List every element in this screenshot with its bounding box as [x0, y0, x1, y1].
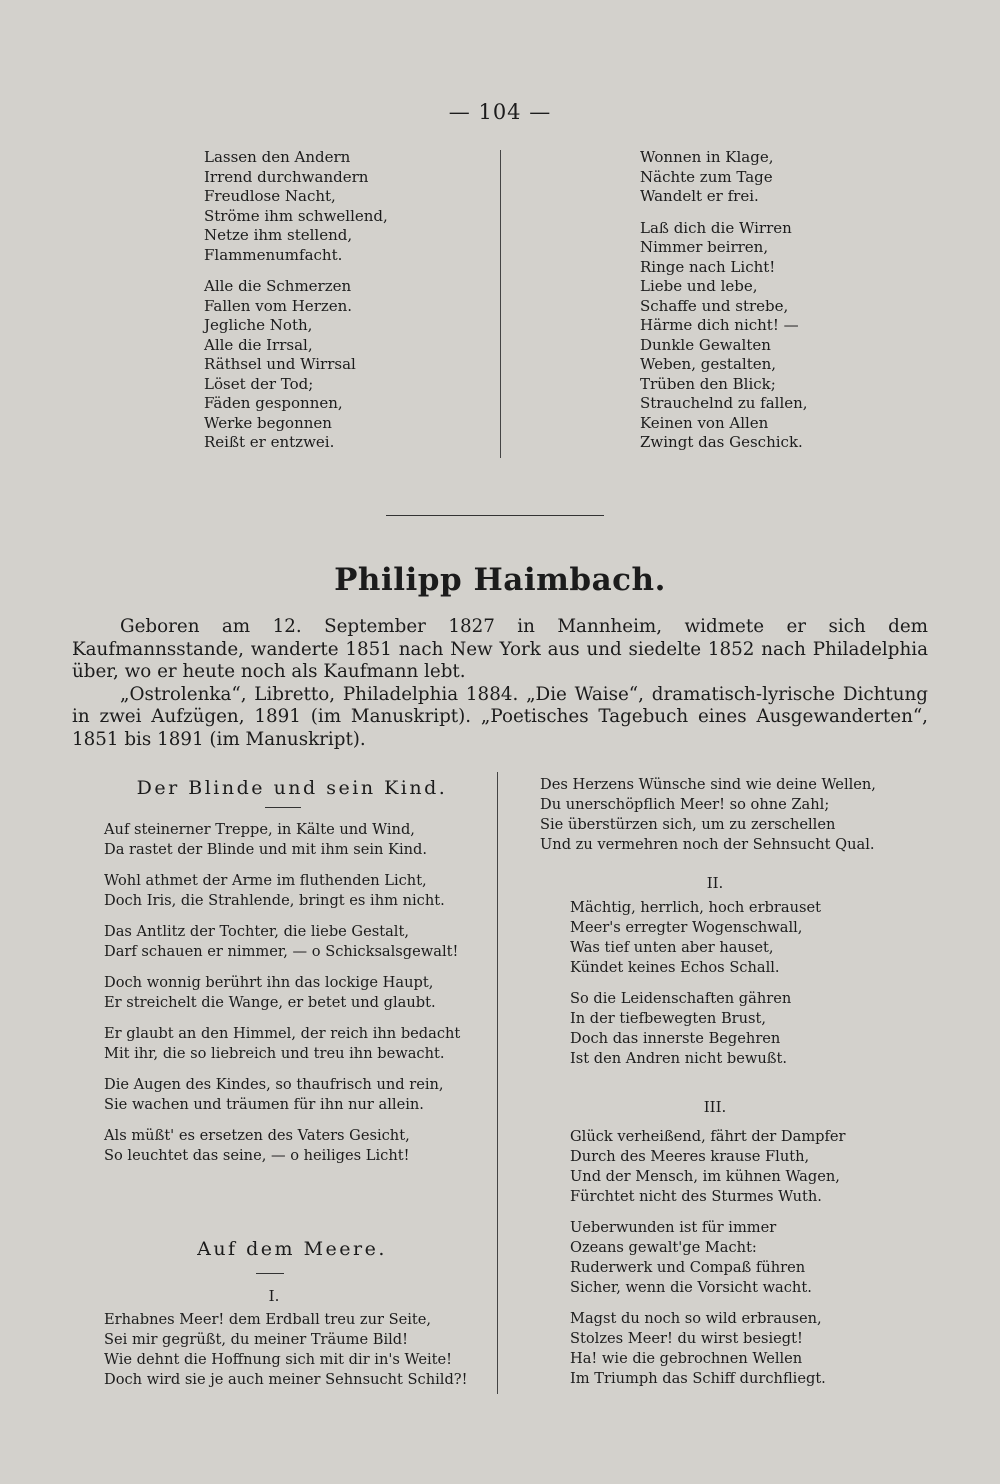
verse-line: Ueberwunden ist für immer	[570, 1219, 777, 1236]
verse-line: Ströme ihm schwellend,	[204, 206, 388, 225]
verse-line: Im Triumph das Schiff durchfliegt.	[570, 1370, 826, 1387]
verse-line: Des Herzens Wünsche sind wie deine Wellen,	[540, 776, 876, 793]
verse-line: Stolzes Meer! du wirst besiegt!	[570, 1330, 803, 1347]
poem-title-sea: Auf dem Meere.	[197, 1238, 387, 1260]
poem-sea-part3	[570, 1127, 846, 1400]
verse-line: Alle die Schmerzen	[204, 277, 352, 295]
stanza	[204, 277, 388, 453]
stanza	[104, 1024, 460, 1064]
stanza	[640, 148, 808, 207]
top-right-column	[640, 148, 808, 465]
poem-sea-part1-left	[104, 1310, 467, 1401]
column-divider-bottom	[497, 772, 498, 1394]
verse-line: Wandelt er frei.	[640, 187, 759, 205]
stanza	[570, 1218, 846, 1298]
verse-line: Wohl athmet der Arme im fluthenden Licht,	[104, 872, 427, 889]
stanza	[104, 922, 460, 962]
verse-line: Ha! wie die gebrochnen Wellen	[570, 1350, 803, 1367]
stanza	[570, 1309, 846, 1389]
verse-line: Darf schauen er nimmer, — o Schicksalsgewalt!	[104, 943, 459, 960]
stanza	[540, 775, 876, 855]
verse-line: Ringe nach Licht!	[640, 257, 776, 276]
verse-line: Liebe und lebe,	[640, 277, 758, 295]
title-rule	[256, 1273, 284, 1274]
verse-line: Sie wachen und träumen für ihn nur allein.	[104, 1096, 424, 1113]
verse-line: Erhabnes Meer! dem Erdball treu zur Seite,	[104, 1311, 432, 1328]
verse-line: Sicher, wenn die Vorsicht wacht.	[570, 1279, 812, 1296]
page-number: — 104 —	[448, 100, 552, 124]
verse-line: So leuchtet das seine, — o heiliges Licht!	[104, 1147, 410, 1164]
verse-line: Das Antlitz der Tochter, die liebe Gestalt,	[104, 923, 409, 940]
poem-title-blind: Der Blinde und sein Kind.	[136, 777, 448, 799]
verse-line: Doch Iris, die Strahlende, bringt es ihm nicht.	[104, 892, 445, 909]
verse-line: Trüben den Blick;	[640, 374, 776, 393]
verse-line: Strauchelnd zu fallen,	[640, 394, 808, 412]
verse-line: So die Leidenschaften gähren	[570, 990, 792, 1007]
stanza	[570, 898, 821, 978]
verse-line: Dunkle Gewalten	[640, 335, 771, 354]
verse-line: Ist den Andren nicht bewußt.	[570, 1050, 787, 1067]
verse-line: Laß dich die Wirren	[640, 218, 792, 237]
stanza	[570, 989, 821, 1069]
stanza	[104, 1310, 467, 1390]
verse-line: Mit ihr, die so liebreich und treu ihn bewacht.	[104, 1045, 445, 1062]
verse-line: Ruderwerk und Compaß führen	[570, 1259, 806, 1276]
poem-sea-part1-right	[540, 775, 876, 866]
verse-line: Er glaubt an den Himmel, der reich ihn bedacht	[104, 1025, 461, 1042]
bio-paragraph: Geboren am 12. September 1827 in Mannheim, widmete er sich dem Kaufmannsstande, wanderte 1851 nach New York aus und siedelte 1852 nach Philadelphia über, wo er heute noch als Kaufmann lebt.	[72, 616, 928, 682]
verse-line: Netze ihm stellend,	[204, 226, 353, 244]
verse-line: Lassen den Andern	[204, 148, 351, 166]
verse-line: Doch das innerste Begehren	[570, 1030, 781, 1047]
verse-line: Jegliche Noth,	[204, 316, 313, 334]
verse-line: Und der Mensch, im kühnen Wagen,	[570, 1168, 840, 1185]
verse-line: Wie dehnt die Hoffnung sich mit dir in's Weite!	[104, 1351, 452, 1368]
author-biography	[72, 616, 928, 751]
verse-line: Reißt er entzwei.	[204, 433, 335, 451]
verse-line: Doch wonnig berührt ihn das lockige Haupt,	[104, 974, 434, 991]
verse-line: Und zu vermehren noch der Sehnsucht Qual.	[540, 836, 875, 853]
verse-line: Kündet keines Echos Schall.	[570, 959, 780, 976]
verse-line: Fallen vom Herzen.	[204, 296, 353, 315]
verse-line: Fäden gesponnen,	[204, 394, 343, 412]
verse-line: Die Augen des Kindes, so thaufrisch und rein,	[104, 1076, 444, 1093]
stanza	[204, 148, 388, 265]
verse-line: Magst du noch so wild erbrausen,	[570, 1310, 822, 1327]
verse-line: Freudlose Nacht,	[204, 187, 336, 205]
verse-line: Auf steinerner Treppe, in Kälte und Wind,	[104, 821, 415, 838]
stanza	[640, 219, 808, 453]
verse-line: Härme dich nicht! —	[640, 316, 799, 334]
top-left-column	[204, 148, 388, 465]
verse-line: Sie überstürzen sich, um zu zerschellen	[540, 816, 836, 833]
verse-line: Fürchtet nicht des Sturmes Wuth.	[570, 1188, 822, 1205]
column-divider-top	[500, 150, 501, 458]
verse-line: Werke begonnen	[204, 413, 332, 432]
section-separator	[386, 515, 604, 516]
verse-line: Meer's erregter Wogenschwall,	[570, 919, 803, 936]
verse-line: Du unerschöpflich Meer! so ohne Zahl;	[540, 796, 830, 813]
poem-blind-body	[104, 820, 460, 1177]
verse-line: Keinen von Allen	[640, 413, 769, 432]
title-rule	[265, 807, 301, 808]
stanza	[104, 973, 460, 1013]
verse-line: Da rastet der Blinde und mit ihm sein Kind.	[104, 841, 427, 858]
part-numeral-3: III.	[703, 1098, 727, 1116]
poem-sea-part2	[570, 898, 821, 1080]
verse-line: Räthsel und Wirrsal	[204, 355, 356, 373]
verse-line: Nimmer beirren,	[640, 238, 769, 256]
verse-line: Er streichelt die Wange, er betet und glaubt.	[104, 994, 436, 1011]
verse-line: Flammenumfacht.	[204, 245, 343, 264]
stanza	[104, 1126, 460, 1166]
stanza	[104, 820, 460, 860]
verse-line: Nächte zum Tage	[640, 167, 773, 186]
verse-line: Durch des Meeres krause Fluth,	[570, 1148, 810, 1165]
stanza	[104, 1075, 460, 1115]
verse-line: Wonnen in Klage,	[640, 148, 774, 166]
verse-line: Löset der Tod;	[204, 374, 314, 393]
part-numeral-2: II.	[706, 874, 724, 892]
verse-line: Ozeans gewalt'ge Macht:	[570, 1239, 757, 1256]
verse-line: In der tiefbewegten Brust,	[570, 1010, 767, 1027]
author-name: Philipp Haimbach.	[334, 562, 666, 598]
verse-line: Glück verheißend, fährt der Dampfer	[570, 1128, 846, 1145]
verse-line: Mächtig, herrlich, hoch erbrauset	[570, 899, 821, 916]
verse-line: Doch wird sie je auch meiner Sehnsucht Schild?!	[104, 1371, 468, 1388]
verse-line: Weben, gestalten,	[640, 355, 777, 373]
verse-line: Sei mir gegrüßt, du meiner Träume Bild!	[104, 1331, 409, 1348]
verse-line: Schaffe und strebe,	[640, 296, 789, 315]
verse-line: Alle die Irrsal,	[204, 335, 313, 354]
bio-paragraph: „Ostrolenka“, Libretto, Philadelphia 1884. „Die Waise“, dramatisch-lyrische Dichtung in zwei Aufzügen, 1891 (im Manuskript). „Poetisches Tagebuch eines Ausgewanderten“, 1851 bis 1891 (im Manuskript).	[72, 683, 928, 750]
verse-line: Irrend durchwandern	[204, 167, 369, 186]
stanza	[104, 871, 460, 911]
stanza	[570, 1127, 846, 1207]
verse-line: Als müßt' es ersetzen des Vaters Gesicht,	[104, 1127, 410, 1144]
part-numeral-1: I.	[268, 1287, 280, 1305]
verse-line: Was tief unten aber hauset,	[570, 939, 774, 956]
verse-line: Zwingt das Geschick.	[640, 433, 803, 451]
